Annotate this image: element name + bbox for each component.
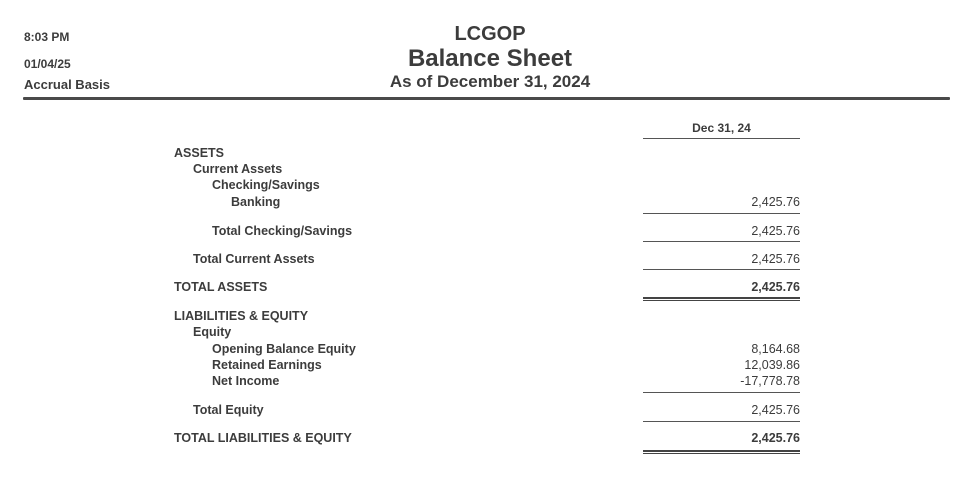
row-amount: 12,039.86 [744, 358, 800, 372]
row-label: TOTAL ASSETS [174, 280, 268, 294]
row-amount: 2,425.76 [751, 252, 800, 266]
row-total-assets [0, 280, 976, 296]
row-assets [0, 146, 976, 162]
row-current-assets [0, 162, 976, 178]
row-amount: 2,425.76 [751, 280, 800, 294]
row-label: Checking/Savings [212, 178, 320, 192]
row-label: ASSETS [174, 146, 225, 160]
subtotal-rule [643, 241, 800, 242]
row-label: Net Income [212, 374, 280, 388]
row-total-equity [0, 403, 976, 419]
row-label: Opening Balance Equity [212, 342, 356, 356]
row-amount: 2,425.76 [751, 403, 800, 417]
row-amount: 2,425.76 [751, 431, 800, 445]
row-total-liabilities-equity [0, 431, 976, 447]
subtotal-rule [643, 421, 800, 422]
header-divider [23, 97, 950, 100]
row-amount: -17,778.78 [740, 374, 800, 388]
subtotal-rule [643, 392, 800, 393]
report-title: Balance Sheet [407, 45, 573, 72]
row-amount: 2,425.76 [751, 224, 800, 238]
row-label: Total Current Assets [193, 252, 315, 266]
row-total-current-assets [0, 252, 976, 268]
column-header-underline [643, 138, 800, 139]
total-double-rule [643, 297, 800, 299]
row-equity [0, 325, 976, 341]
row-label: Total Equity [193, 403, 264, 417]
row-amount: 2,425.76 [751, 195, 800, 209]
row-label: TOTAL LIABILITIES & EQUITY [174, 431, 352, 445]
report-basis: Accrual Basis [24, 77, 110, 92]
subtotal-rule [643, 213, 800, 214]
row-opening-balance-equity [0, 342, 976, 358]
row-label: Banking [231, 195, 281, 209]
row-net-income [0, 374, 976, 390]
total-double-rule [643, 450, 800, 452]
row-label: Retained Earnings [212, 358, 322, 372]
row-total-checking-savings [0, 224, 976, 240]
subtotal-rule [643, 269, 800, 270]
row-amount: 8,164.68 [751, 342, 800, 356]
column-header-dec-31-24: Dec 31, 24 [692, 121, 751, 135]
row-label: Current Assets [193, 162, 283, 176]
row-liabilities-equity [0, 309, 976, 325]
row-label: LIABILITIES & EQUITY [174, 309, 309, 323]
report-title-block [370, 22, 610, 92]
row-banking [0, 195, 976, 211]
row-label: Total Checking/Savings [212, 224, 353, 238]
row-checking-savings [0, 178, 976, 194]
company-name: LCGOP [454, 23, 526, 45]
report-time: 8:03 PM [24, 30, 70, 44]
report-date: 01/04/25 [24, 57, 71, 71]
report-period: As of December 31, 2024 [389, 72, 591, 91]
row-label: Equity [193, 325, 232, 339]
row-retained-earnings [0, 358, 976, 374]
